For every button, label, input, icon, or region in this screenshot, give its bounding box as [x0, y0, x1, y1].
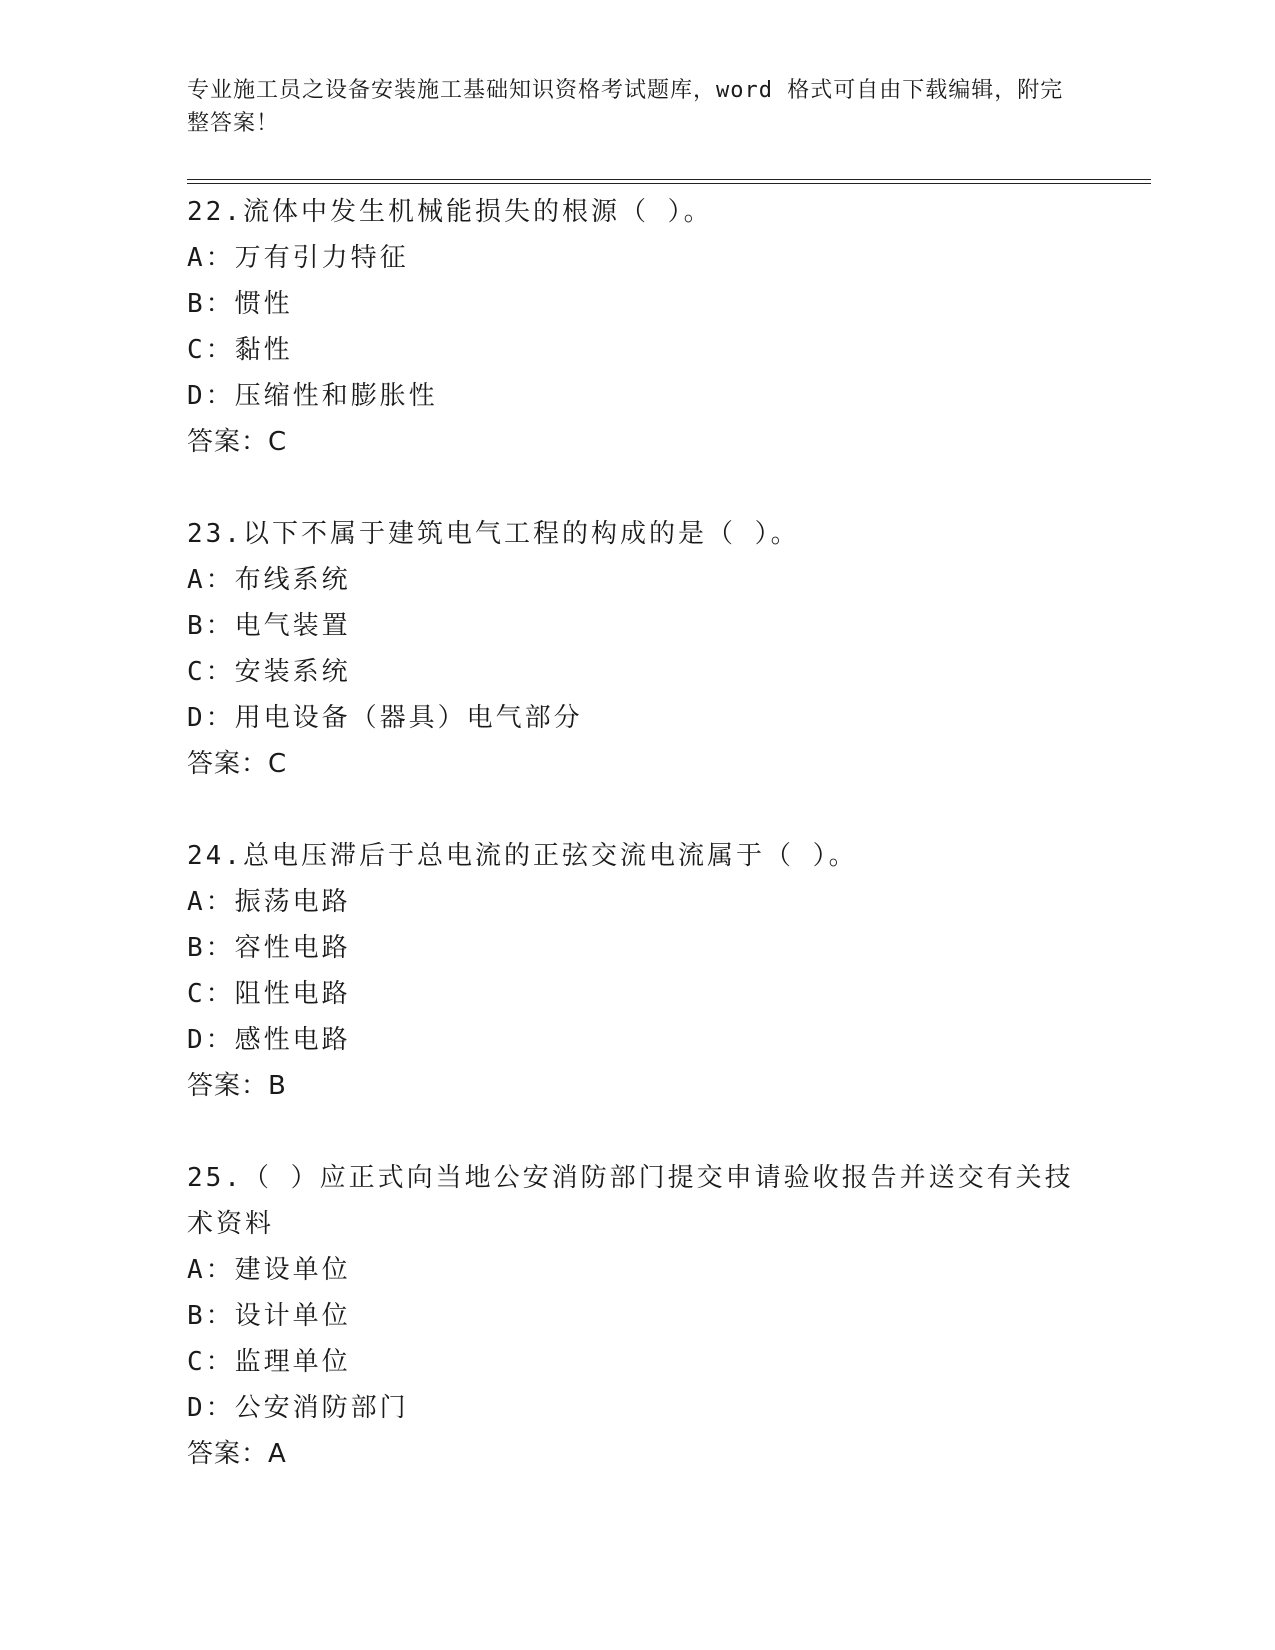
question-answer: 答案：C [187, 427, 288, 457]
document-header: 专业施工员之设备安装施工基础知识资格考试题库，word 格式可自由下载编辑，附完整答案！ [187, 78, 1064, 136]
option-a: A：振荡电路 [187, 887, 351, 917]
question-24 [187, 833, 1087, 1109]
question-stem: 23.以下不属于建筑电气工程的构成的是（ ）。 [187, 519, 800, 549]
question-list [187, 189, 1087, 1523]
question-answer: 答案：C [187, 749, 288, 779]
option-b: B：惯性 [187, 289, 293, 319]
option-c: C：安装系统 [187, 657, 351, 687]
question-answer: 答案：A [187, 1439, 287, 1469]
option-b: B：电气装置 [187, 611, 351, 641]
question-23 [187, 511, 1087, 787]
question-stem: 24.总电压滞后于总电流的正弦交流电流属于（ ）。 [187, 841, 858, 871]
option-d: D：压缩性和膨胀性 [187, 381, 438, 411]
question-stem: 22.流体中发生机械能损失的根源（ ）。 [187, 197, 713, 227]
question-answer: 答案：B [187, 1071, 287, 1101]
question-stem: 25.（ ）应正式向当地公安消防部门提交申请验收报告并送交有关技术资料 [187, 1163, 1074, 1239]
option-d: D：感性电路 [187, 1025, 351, 1055]
option-b: B：设计单位 [187, 1301, 351, 1331]
option-b: B：容性电路 [187, 933, 351, 963]
question-25 [187, 1155, 1087, 1477]
option-c: C：阻性电路 [187, 979, 351, 1009]
header-divider [187, 179, 1151, 184]
option-a: A：万有引力特征 [187, 243, 409, 273]
option-d: D：公安消防部门 [187, 1393, 409, 1423]
option-a: A：布线系统 [187, 565, 351, 595]
question-22 [187, 189, 1087, 465]
option-a: A：建设单位 [187, 1255, 351, 1285]
option-c: C：黏性 [187, 335, 293, 365]
option-c: C：监理单位 [187, 1347, 351, 1377]
option-d: D：用电设备（器具）电气部分 [187, 703, 583, 733]
